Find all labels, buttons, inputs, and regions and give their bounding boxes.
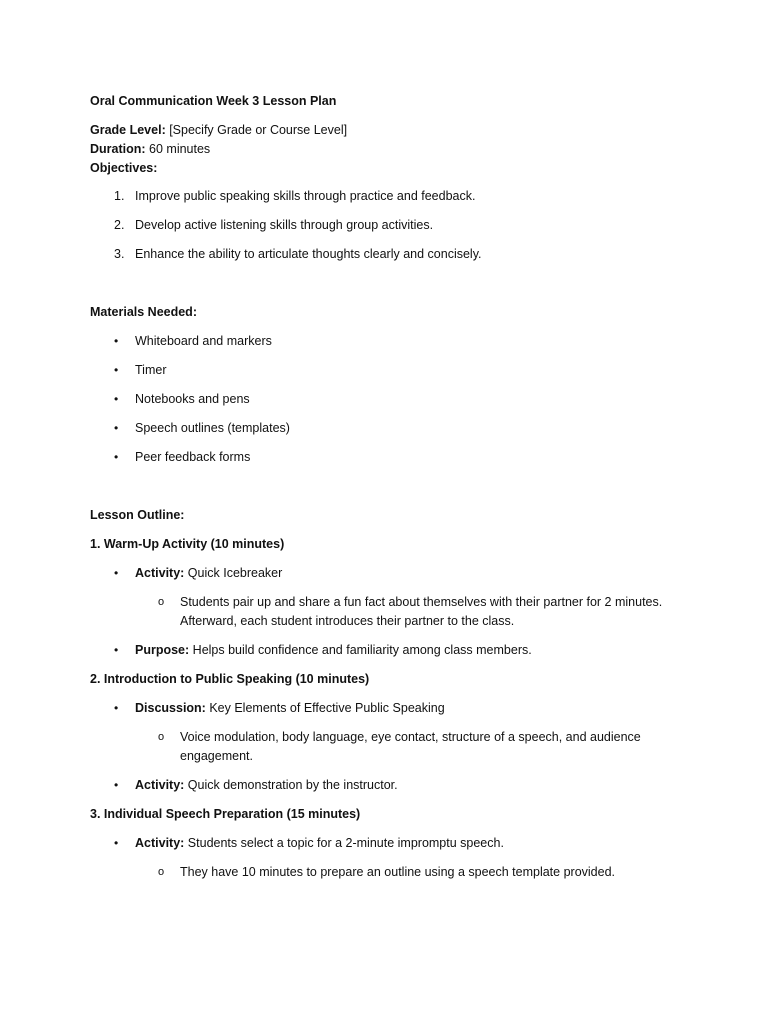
sub-item-text: They have 10 minutes to prepare an outline using a speech template provided. xyxy=(180,865,615,879)
discussion-label: Discussion: xyxy=(135,701,206,715)
material-text: Speech outlines (templates) xyxy=(135,421,290,435)
purpose-value: Helps build confidence and familiarity among class members. xyxy=(189,643,532,657)
intro-activity-item xyxy=(90,776,690,795)
activity-value: Quick demonstration by the instructor. xyxy=(184,778,398,792)
intro-list xyxy=(90,699,690,795)
section-heading-speech-prep: 3. Individual Speech Preparation (15 minutes) xyxy=(90,807,361,821)
bullet-icon: • xyxy=(114,701,119,715)
sub-bullet-icon: o xyxy=(158,596,165,608)
bullet-icon: • xyxy=(114,836,119,850)
objective-number: 1. xyxy=(114,189,125,203)
speech-prep-sub-list xyxy=(135,863,690,882)
grade-level-line xyxy=(90,121,690,140)
objective-item xyxy=(90,187,690,206)
sub-item-text: Voice modulation, body language, eye contact, structure of a speech, and audience engagement. xyxy=(180,730,641,763)
material-item xyxy=(90,390,690,409)
objective-number: 2. xyxy=(114,218,125,232)
material-item xyxy=(90,361,690,380)
objectives-heading: Objectives: xyxy=(90,161,158,175)
bullet-icon: • xyxy=(114,334,119,348)
speech-prep-list xyxy=(90,834,690,882)
material-text: Whiteboard and markers xyxy=(135,334,272,348)
section-heading-warmup: 1. Warm-Up Activity (10 minutes) xyxy=(90,537,285,551)
speech-prep-sub-item xyxy=(135,863,690,882)
section-heading-intro: 2. Introduction to Public Speaking (10 minutes) xyxy=(90,672,370,686)
activity-value: Students select a topic for a 2-minute impromptu speech. xyxy=(184,836,504,850)
duration-label: Duration: xyxy=(90,142,146,156)
bullet-icon: • xyxy=(114,778,119,792)
materials-list xyxy=(90,332,690,467)
material-item xyxy=(90,419,690,438)
intro-discussion-item xyxy=(90,699,690,766)
warmup-sub-item xyxy=(135,593,690,631)
objective-text: Improve public speaking skills through practice and feedback. xyxy=(135,189,476,203)
lesson-outline-heading: Lesson Outline: xyxy=(90,508,185,522)
material-text: Timer xyxy=(135,363,167,377)
objective-text: Enhance the ability to articulate thoughts clearly and concisely. xyxy=(135,247,482,261)
activity-label: Activity: xyxy=(135,836,185,850)
speech-prep-activity-item xyxy=(90,834,690,882)
objectives-list xyxy=(90,187,690,264)
bullet-icon: • xyxy=(114,392,119,406)
grade-level-value: [Specify Grade or Course Level] xyxy=(165,123,348,137)
activity-label: Activity: xyxy=(135,778,185,792)
sub-bullet-icon: o xyxy=(158,866,165,878)
objective-text: Develop active listening skills through group activities. xyxy=(135,218,434,232)
bullet-icon: • xyxy=(114,566,119,580)
intro-sub-list xyxy=(135,728,690,766)
bullet-icon: • xyxy=(114,421,119,435)
document-page xyxy=(90,92,690,892)
duration-value: 60 minutes xyxy=(145,142,211,156)
warmup-purpose-item xyxy=(90,641,690,660)
discussion-value: Key Elements of Effective Public Speaking xyxy=(205,701,445,715)
material-item xyxy=(90,448,690,467)
intro-sub-item xyxy=(135,728,690,766)
material-text: Notebooks and pens xyxy=(135,392,250,406)
material-item xyxy=(90,332,690,351)
duration-line xyxy=(90,140,690,159)
bullet-icon: • xyxy=(114,363,119,377)
grade-level-label: Grade Level: xyxy=(90,123,166,137)
warmup-list xyxy=(90,564,690,660)
purpose-label: Purpose: xyxy=(135,643,190,657)
sub-item-text: Students pair up and share a fun fact about themselves with their partner for 2 minutes. Afterward, each student introduces their partner to the class. xyxy=(180,595,663,628)
sub-bullet-icon: o xyxy=(158,731,165,743)
materials-heading: Materials Needed: xyxy=(90,305,197,319)
document-title: Oral Communication Week 3 Lesson Plan xyxy=(90,94,337,108)
warmup-sub-list xyxy=(135,593,690,631)
bullet-icon: • xyxy=(114,643,119,657)
objective-item xyxy=(90,245,690,264)
bullet-icon: • xyxy=(114,450,119,464)
objective-item xyxy=(90,216,690,235)
activity-label: Activity: xyxy=(135,566,185,580)
material-text: Peer feedback forms xyxy=(135,450,251,464)
activity-value: Quick Icebreaker xyxy=(184,566,283,580)
objective-number: 3. xyxy=(114,247,125,261)
warmup-activity-item xyxy=(90,564,690,631)
